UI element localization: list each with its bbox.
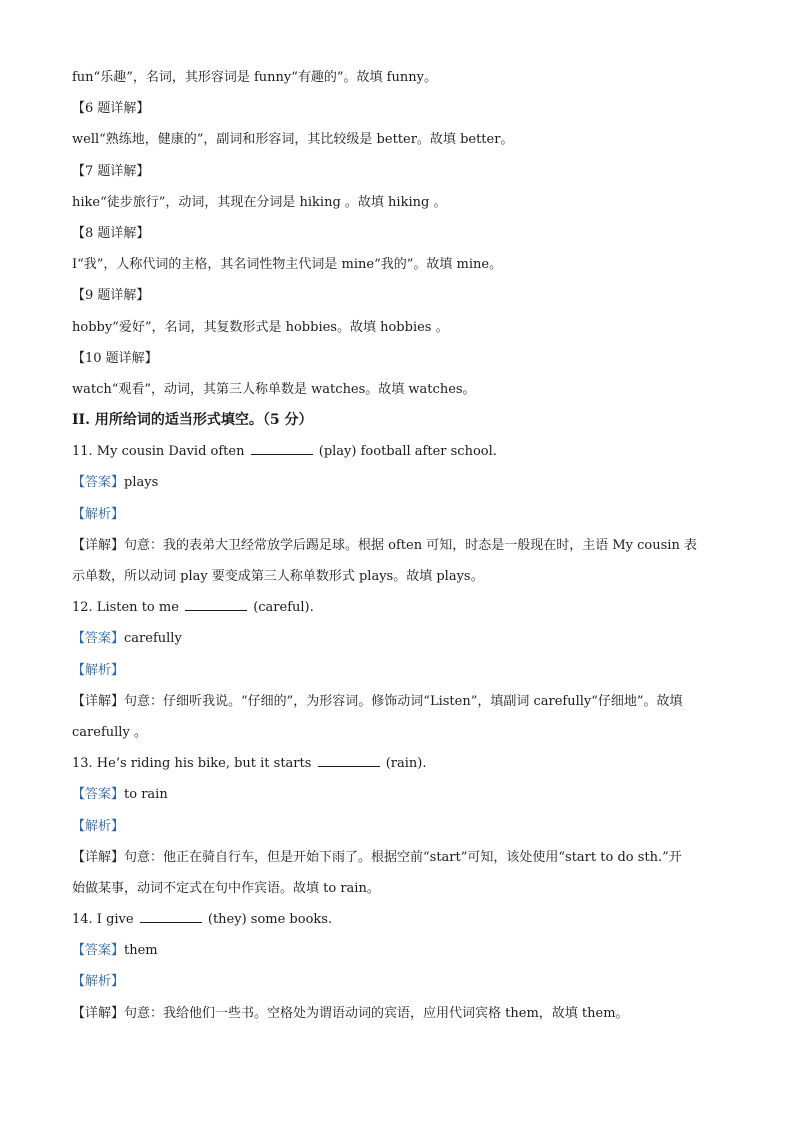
detail-line-12 — [72, 686, 732, 717]
detail-cont-11: 示单数，所以动词 play 要变成第三人称单数形式 plays。故填 plays。 — [72, 569, 484, 584]
analysis-label-13: 【解析】 — [72, 818, 125, 834]
stem-after: (rain). — [385, 756, 427, 772]
explanation-line-7: hike“徒步旅行”，动词，其现在分词是 hiking 。故填 hiking 。 — [72, 194, 447, 210]
heading-q7: 【7 题详解】 — [72, 163, 150, 179]
answer-label: 【答案】 — [72, 631, 125, 647]
heading-q9: 【9 题详解】 — [72, 288, 150, 304]
stem-before: 12. Listen to me — [72, 600, 179, 616]
stem-before: 13. He’s riding his bike, but it starts — [72, 756, 312, 772]
stem-after: (play) football after school. — [318, 444, 497, 460]
stem-after: (careful). — [253, 600, 314, 616]
heading-q10: 【10 题详解】 — [72, 350, 158, 366]
document-page — [72, 62, 732, 1029]
explanation-line-9: hobby“爱好”，名词，其复数形式是 hobbies。故填 hobbies 。 — [72, 319, 449, 335]
analysis-label-14: 【解析】 — [72, 974, 125, 990]
stem-before: 11. My cousin David often — [72, 444, 245, 460]
question-stem-12 — [72, 592, 732, 623]
detail-text: 句意：仔细听我说。“仔细的”，为形容词。修饰动词“Listen”，填副词 carefully“仔细地”。故填 — [124, 693, 683, 709]
detail-cont-12: carefully 。 — [72, 724, 147, 740]
detail-line-13 — [72, 842, 732, 873]
heading-q6: 【6 题详解】 — [72, 101, 150, 117]
answer-label: 【答案】 — [72, 943, 125, 959]
stem-after: (they) some books. — [207, 912, 333, 928]
answer-value: to rain — [124, 787, 168, 803]
detail-text: 句意：我给他们一些书。空格处为谓语动词的宾语，应用代词宾格 them，故填 them。 — [124, 1005, 629, 1021]
detail-text: 句意：他正在骑自行车，但是开始下雨了。根据空前“start”可知，该处使用“start to do sth.”开 — [124, 849, 682, 865]
answer-line-12 — [72, 623, 732, 654]
detail-line-11 — [72, 530, 732, 561]
detail-text: 句意：我的表弟大卫经常放学后踢足球。根据 often 可知，时态是一般现在时，主语 My cousin 表 — [124, 537, 697, 553]
answer-line-13 — [72, 779, 732, 810]
answer-blank — [140, 910, 202, 923]
answer-label: 【答案】 — [72, 475, 125, 491]
answer-blank — [185, 598, 247, 611]
detail-label: 【详解】 — [72, 849, 125, 865]
answer-value: plays — [124, 475, 159, 491]
answer-value: them — [124, 943, 158, 959]
analysis-label-12: 【解析】 — [72, 662, 125, 678]
analysis-label-11: 【解析】 — [72, 506, 125, 522]
detail-label: 【详解】 — [72, 693, 125, 709]
answer-line-11 — [72, 467, 732, 498]
explanation-line-8: I“我”，人称代词的主格，其名词性物主代词是 mine“我的”。故填 mine。 — [72, 257, 503, 273]
detail-line-14 — [72, 998, 732, 1029]
section-title: II. 用所给词的适当形式填空。（5 分） — [72, 412, 313, 429]
question-stem-14 — [72, 904, 732, 935]
answer-line-14 — [72, 935, 732, 966]
answer-blank — [251, 442, 313, 455]
question-stem-11 — [72, 436, 732, 467]
explanation-line-5: fun“乐趣”，名词，其形容词是 funny“有趣的”。故填 funny。 — [72, 70, 437, 85]
detail-cont-13: 始做某事，动词不定式在句中作宾语。故填 to rain。 — [72, 880, 380, 896]
detail-label: 【详解】 — [72, 537, 125, 553]
answer-blank — [318, 754, 380, 767]
explanation-line-10: watch“观看”，动词，其第三人称单数是 watches。故填 watches。 — [72, 381, 476, 397]
stem-before: 14. I give — [72, 912, 134, 928]
explanation-line-6: well“熟练地，健康的”，副词和形容词，其比较级是 better。故填 better。 — [72, 132, 514, 148]
answer-value: carefully — [124, 631, 182, 647]
detail-label: 【详解】 — [72, 1005, 125, 1021]
answer-label: 【答案】 — [72, 787, 125, 803]
question-stem-13 — [72, 748, 732, 779]
heading-q8: 【8 题详解】 — [72, 225, 150, 241]
